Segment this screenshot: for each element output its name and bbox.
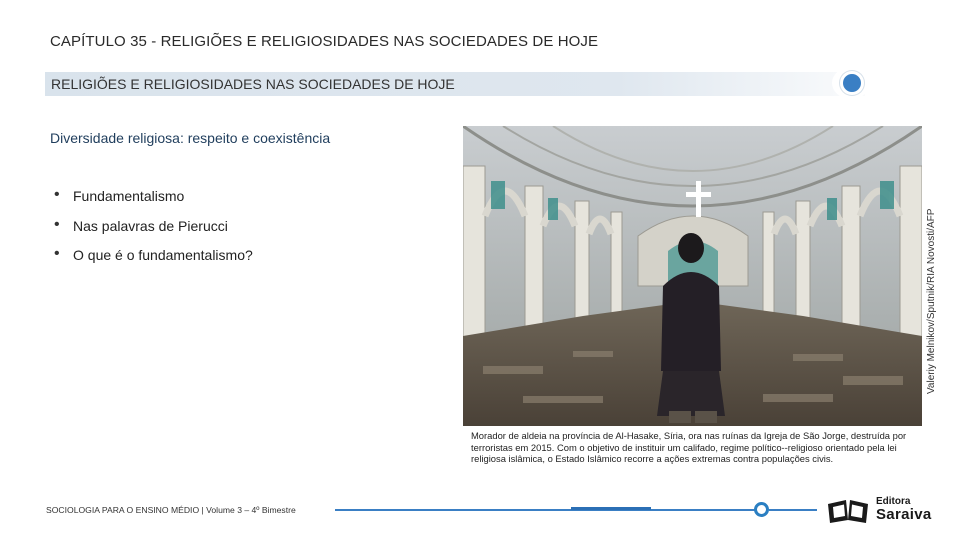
section-title: RELIGIÕES E RELIGIOSIDADES NAS SOCIEDADES DE HOJE: [51, 76, 455, 92]
bullet-text: O que é o fundamentalismo?: [73, 247, 253, 263]
section-band: [45, 72, 865, 96]
church-ruins-photo: [463, 126, 922, 426]
logo-editora-text: Editora: [876, 496, 911, 507]
bullet-dot: •: [54, 186, 60, 203]
bullet-text: Fundamentalismo: [73, 188, 185, 204]
bullet-item-question: [54, 245, 253, 275]
slide-subtitle: Diversidade religiosa: respeito e coexistência: [50, 130, 331, 146]
bullet-dot: •: [54, 215, 60, 233]
section-marker-dot: [840, 71, 864, 95]
editora-saraiva-logo: [826, 496, 946, 526]
book-logo-icon: [826, 498, 872, 524]
photo-credit: Valeriy Melnikov/Sputnik/RIA Novosti/AFP: [926, 208, 937, 394]
bullet-list: [54, 186, 253, 275]
footer-divider-right: [769, 509, 817, 511]
photo-caption: Morador de aldeia na província de Al-Hasake, Síria, ora nas ruínas da Igreja de São Jorge, destruída por terroristas em 2015. Com o objetivo de instituir um califado, regime político--religioso orientado pela lei religiosa islâmica, o Estado Islâmico recorre a ações extremas contra populações civis.: [471, 430, 907, 465]
bullet-item-fundamentalismo: [54, 186, 253, 216]
footer-divider: [335, 509, 755, 511]
footer-circle-marker: [754, 502, 769, 517]
footer-divider-accent: [571, 507, 651, 510]
bullet-text: Nas palavras de Pierucci: [73, 217, 228, 234]
bullet-dot: •: [54, 245, 60, 262]
chapter-title: CAPÍTULO 35 - RELIGIÕES E RELIGIOSIDADES NAS SOCIEDADES DE HOJE: [50, 33, 599, 50]
footer-text: SOCIOLOGIA PARA O ENSINO MÉDIO | Volume 3 – 4º Bimestre: [46, 505, 296, 515]
bullet-item-pierucci: [54, 216, 253, 246]
logo-saraiva-text: Saraiva: [876, 506, 932, 523]
